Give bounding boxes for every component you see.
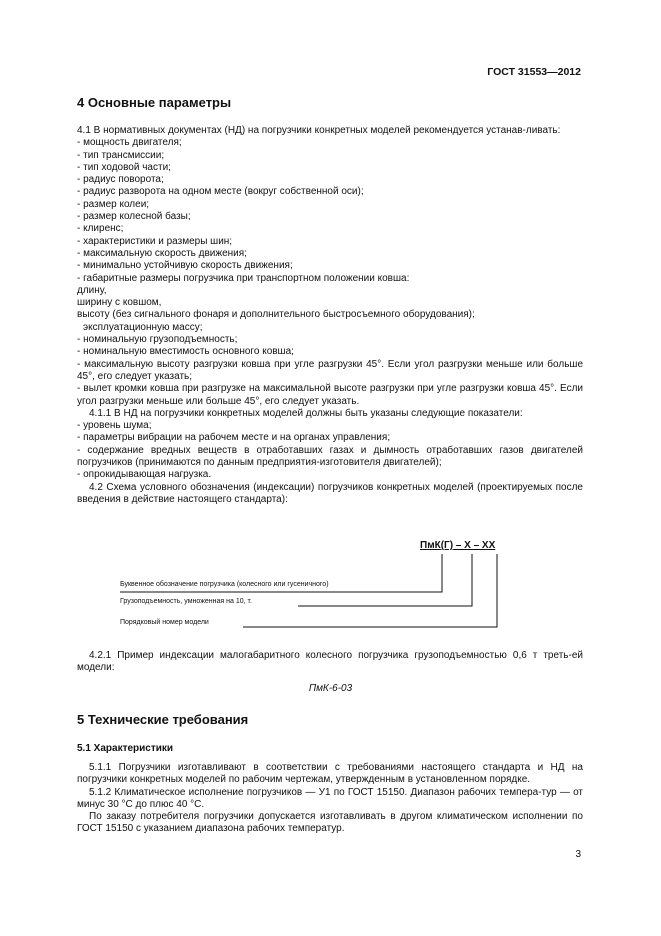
paragraph-4-2-1: 4.2.1 Пример индексации малогабаритного колесного погрузчика грузоподъемностью 0,6 т треть-ей модели:	[77, 650, 583, 674]
paragraph-5-1-1: 5.1.1 Погрузчики изготавливают в соответствии с требованиями настоящего стандарта и НД на погрузчики конкретных моделей по рабочим чертежам, утвержденным в установленном порядке.	[77, 762, 583, 786]
list-item: - опрокидывающая нагрузка.	[77, 469, 212, 481]
list-item: - размер колеи;	[77, 198, 150, 210]
list-item: - размер колесной базы;	[77, 211, 191, 223]
example-designation: ПмК-6-03	[308, 683, 353, 694]
list-item: - параметры вибрации на рабочем месте и на органах управления;	[77, 432, 391, 444]
scheme-label-letter-code: Буквенное обозначение погрузчика (колесного или гусеничного)	[120, 581, 329, 588]
scheme-label-capacity: Грузоподъемность, умноженная на 10, т.	[120, 598, 252, 605]
list-item: - тип трансмиссии;	[77, 149, 165, 161]
list-item: - номинальную грузоподъемность;	[77, 334, 238, 346]
standard-code-header: ГОСТ 31553—2012	[487, 66, 581, 78]
paragraph-5-1-2-continued: По заказу потребителя погрузчики допускается изготавливать в другом климатическом исполнении по ГОСТ 15150 с указанием диапазона рабочих температур.	[77, 811, 583, 835]
scheme-label-model-number: Порядковый номер модели	[120, 619, 209, 626]
paragraph-4-1-1: 4.1.1 В НД на погрузчики конкретных моделей должны быть указаны следующие показатели:	[89, 407, 523, 419]
section-5-body	[77, 762, 583, 836]
list-item: ширину с ковшом,	[77, 297, 162, 309]
subsection-5-1-title: 5.1 Характеристики	[77, 743, 174, 754]
list-item: - уровень шума;	[77, 420, 152, 432]
page-number: 3	[575, 849, 581, 860]
list-item: - вылет кромки ковша при разгрузке на максимальной высоте разгрузки при угле разгрузки ковша 45°. Если угол разгрузки меньше или больше 45°, его следует указать.	[77, 383, 583, 407]
list-item: - клиренс;	[77, 223, 124, 235]
list-item: - тип ходовой части;	[77, 161, 171, 173]
list-item: - максимальную скорость движения;	[77, 247, 247, 259]
section-4-title: 4 Основные параметры	[77, 95, 232, 110]
list-item: длину,	[77, 284, 107, 296]
list-item: - радиус разворота на одном месте (вокруг собственной оси);	[77, 186, 364, 198]
paragraph-4-1: 4.1 В нормативных документах (НД) на погрузчики конкретных моделей рекомендуется устанав-ливать:	[77, 125, 561, 136]
list-item: - радиус поворота;	[77, 174, 164, 186]
section-5-title: 5 Технические требования	[77, 712, 249, 727]
designation-scheme	[120, 533, 520, 633]
list-item: высоту (без сигнального фонаря и дополнительного быстросъемного оборудования);	[77, 309, 475, 321]
list-item: эксплуатационную массу;	[83, 321, 203, 333]
paragraph-4-2-1-block	[77, 650, 583, 675]
list-item: - содержание вредных веществ в отработавших газах и дымность отработавших газов двигателей погрузчиков (принимаются по данным предприятия-изготовителя двигателей);	[77, 444, 583, 469]
list-item: - мощность двигателя;	[77, 137, 182, 149]
list-item: - минимально устойчивую скорость движения;	[77, 260, 293, 272]
designation-code: ПмК(Г) – Х – ХХ	[420, 540, 496, 551]
list-item: - габаритные размеры погрузчика при транспортном положении ковша:	[77, 272, 410, 284]
paragraph-4-2: 4.2 Схема условного обозначения (индексации) погрузчиков конкретных моделей (проектируемых после введения в действие настоящего стандарта):	[77, 481, 583, 505]
list-item: - характеристики и размеры шин;	[77, 235, 233, 247]
section-4-body	[77, 125, 583, 506]
list-item: - максимальную высоту разгрузки ковша при угле разгрузки 45°. Если угол разгрузки меньше или больше 45°, его следует указать;	[77, 358, 583, 382]
paragraph-5-1-2: 5.1.2 Климатическое исполнение погрузчиков — У1 по ГОСТ 15150. Диапазон рабочих темпера-тур — от минус 30 °С до плюс 40 °С.	[77, 786, 583, 810]
list-item: - номинальную вместимость основного ковша;	[77, 346, 294, 358]
